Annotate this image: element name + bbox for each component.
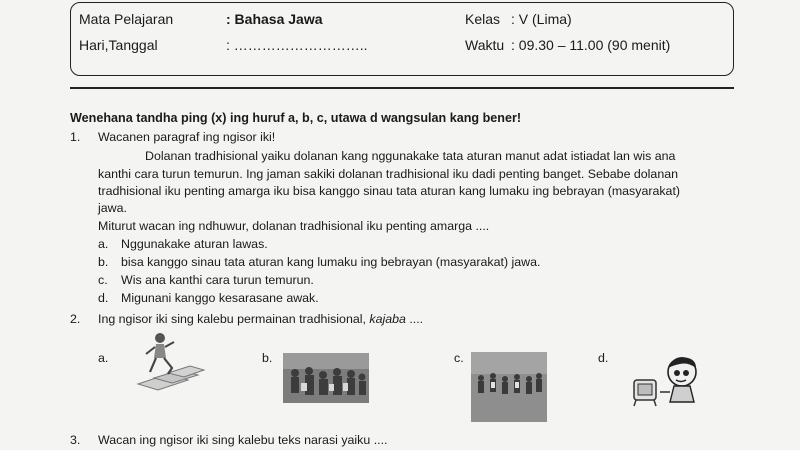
q1-option-c-text[interactable]: Wis ana kanthi cara turun temurun. [121, 273, 314, 287]
q1-option-b-letter[interactable]: b. [98, 255, 109, 269]
q3-prompt: Wacan ing ngisor iki sing kalebu teks narasi yaiku .... [98, 433, 388, 447]
class-label: Kelas [465, 11, 501, 27]
q1-option-d-letter[interactable]: d. [98, 291, 109, 305]
q1-question: Miturut wacan ing ndhuwur, dolanan tradhisional iku penting amarga .... [98, 219, 490, 233]
subject-value: : Bahasa Jawa [226, 11, 323, 27]
instruction-text: Wenehana tandha ping (x) ing huruf a, b, c, utawa d wangsulan kang bener! [70, 111, 522, 125]
q2-option-d-letter[interactable]: d. [598, 351, 609, 365]
q3-number: 3. [70, 433, 81, 447]
group-photo[interactable] [283, 353, 369, 403]
time-value: : 09.30 – 11.00 (90 menit) [511, 37, 671, 53]
q1-number: 1. [70, 130, 81, 144]
q2-option-c-letter[interactable]: c. [454, 351, 464, 365]
time-label: Waktu [465, 37, 505, 53]
children-playing-photo[interactable] [471, 352, 547, 422]
q1-passage-line-4: jawa. [98, 201, 127, 215]
child-game-picture[interactable] [630, 352, 710, 410]
q1-passage-line-1: Dolanan tradhisional yaiku dolanan kang nggunakake tata aturan manut adat istiadat lan wis ana [145, 149, 676, 163]
q1-prompt: Wacanen paragraf ing ngisor iki! [98, 130, 276, 144]
day-label: Hari,Tanggal [79, 37, 158, 53]
day-value: : ……………………….. [226, 37, 368, 53]
q1-option-c-letter[interactable]: c. [98, 273, 108, 287]
q2-option-b-letter[interactable]: b. [262, 351, 273, 365]
q2-prompt-italic: kajaba [369, 312, 406, 326]
subject-label: Mata Pelajaran [79, 11, 174, 27]
q1-option-d-text[interactable]: Migunani kanggo kesarasane awak. [121, 291, 319, 305]
q2-prompt-end: .... [409, 312, 424, 326]
q2-option-a-letter[interactable]: a. [98, 351, 109, 365]
q1-option-a-letter[interactable]: a. [98, 237, 109, 251]
q1-passage-line-2: kanthi cara turun temurun. Ing jaman sakiki dolanan tradhisional iku dadi penting banget. Sebabe dolanan [98, 167, 679, 181]
q2-number: 2. [70, 312, 81, 326]
header-divider [70, 87, 734, 89]
q1-option-a-text[interactable]: Nggunakake aturan lawas. [121, 237, 268, 251]
q2-prompt-main: Ing ngisor iki sing kalebu permainan tradhisional, [98, 312, 366, 326]
class-value: : V (Lima) [511, 11, 572, 27]
hopscotch-picture[interactable] [128, 330, 208, 392]
q2-prompt [98, 312, 423, 326]
q1-passage-line-3: tradhisional iku penting amarga iku bisa kanggo sinau tata aturan kang lumaku ing bebrayan (masyarakat) [98, 184, 681, 198]
q1-option-b-text[interactable]: bisa kanggo sinau tata aturan kang lumaku ing bebrayan (masyarakat) jawa. [121, 255, 541, 269]
